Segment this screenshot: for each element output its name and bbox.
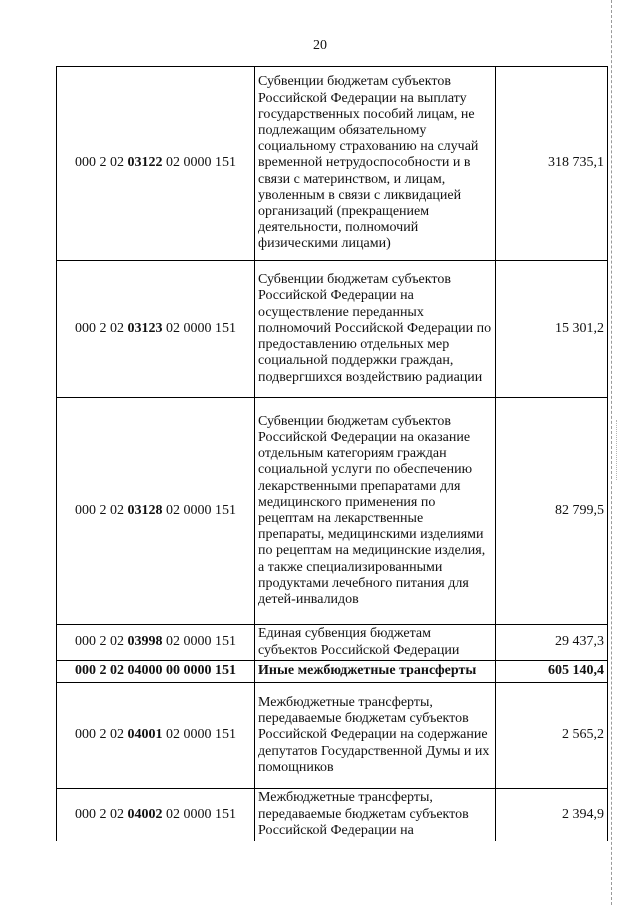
amount: 2 394,9 <box>496 789 608 841</box>
amount: 2 565,2 <box>496 683 608 789</box>
scan-edge-line <box>611 0 613 905</box>
income-name: Субвенции бюджетам субъектов Российской Федерации на оказание отдельным категориям граждан социальной услуги по обеспечению лекарственными препаратами для медицинского применения по рецептам на лекарственные препараты, медицинскими изделиями по рецептам на медицинские изделия, а также специализированными продуктами лечебного питания для детей-инвалидов <box>255 398 496 625</box>
table-row-total <box>57 661 608 683</box>
income-name: Межбюджетные трансферты, передаваемые бюджетам субъектов Российской Федерации на содержание депутатов Государственной Думы и их помощников <box>255 683 496 789</box>
code-main: 03128 <box>127 502 163 518</box>
code-main: 03123 <box>127 320 163 336</box>
code-prefix: 000 2 02 <box>75 502 128 518</box>
amount: 318 735,1 <box>496 67 608 261</box>
code-suffix: 02 0000 151 <box>162 806 236 822</box>
code-main: 04001 <box>127 727 163 743</box>
code-prefix: 000 2 02 <box>75 634 128 650</box>
classification-code <box>57 789 255 841</box>
code-prefix: 000 2 02 <box>75 320 128 336</box>
amount: 605 140,4 <box>496 661 608 683</box>
code-suffix: 02 0000 151 <box>162 502 236 518</box>
table-row <box>57 67 608 261</box>
income-name: Единая субвенция бюджетам субъектов Российской Федерации <box>255 625 496 661</box>
amount: 29 437,3 <box>496 625 608 661</box>
classification-code <box>57 683 255 789</box>
income-name: Субвенции бюджетам субъектов Российской Федерации на осуществление переданных полномочий Российской Федерации по предоставлению отдельных мер социальной поддержки граждан, подвергшихся воздействию радиации <box>255 261 496 398</box>
classification-code <box>57 625 255 661</box>
table-row <box>57 683 608 789</box>
code-main: 03122 <box>127 155 163 171</box>
code-prefix: 000 2 02 <box>75 155 128 171</box>
scan-edge-mark <box>616 420 618 480</box>
classification-code: 000 2 02 04000 00 0000 151 <box>57 661 255 683</box>
code-main: 04002 <box>127 806 163 822</box>
amount: 82 799,5 <box>496 398 608 625</box>
code-main: 03998 <box>127 634 163 650</box>
code-suffix: 02 0000 151 <box>162 634 236 650</box>
table-row <box>57 625 608 661</box>
table-row <box>57 261 608 398</box>
page-number: 20 <box>313 38 327 53</box>
table-row <box>57 789 608 841</box>
table-row <box>57 398 608 625</box>
amount: 15 301,2 <box>496 261 608 398</box>
code-suffix: 02 0000 151 <box>162 155 236 171</box>
classification-code <box>57 67 255 261</box>
code-suffix: 02 0000 151 <box>162 727 236 743</box>
code-prefix: 000 2 02 <box>75 806 128 822</box>
budget-classification-table <box>56 66 608 841</box>
code-prefix: 000 2 02 <box>75 727 128 743</box>
income-name: Субвенции бюджетам субъектов Российской Федерации на выплату государственных пособий лицам, не подлежащим обязательному социальному страхованию на случай временной нетрудоспособности и в связи с материнством, и лицам, уволенным в связи с ликвидацией организаций (прекращением деятельности, полномочий физическими лицами) <box>255 67 496 261</box>
classification-code <box>57 261 255 398</box>
income-name: Иные межбюджетные трансферты <box>255 661 496 683</box>
code-suffix: 02 0000 151 <box>162 320 236 336</box>
classification-code <box>57 398 255 625</box>
income-name: Межбюджетные трансферты, передаваемые бюджетам субъектов Российской Федерации на <box>255 789 496 841</box>
